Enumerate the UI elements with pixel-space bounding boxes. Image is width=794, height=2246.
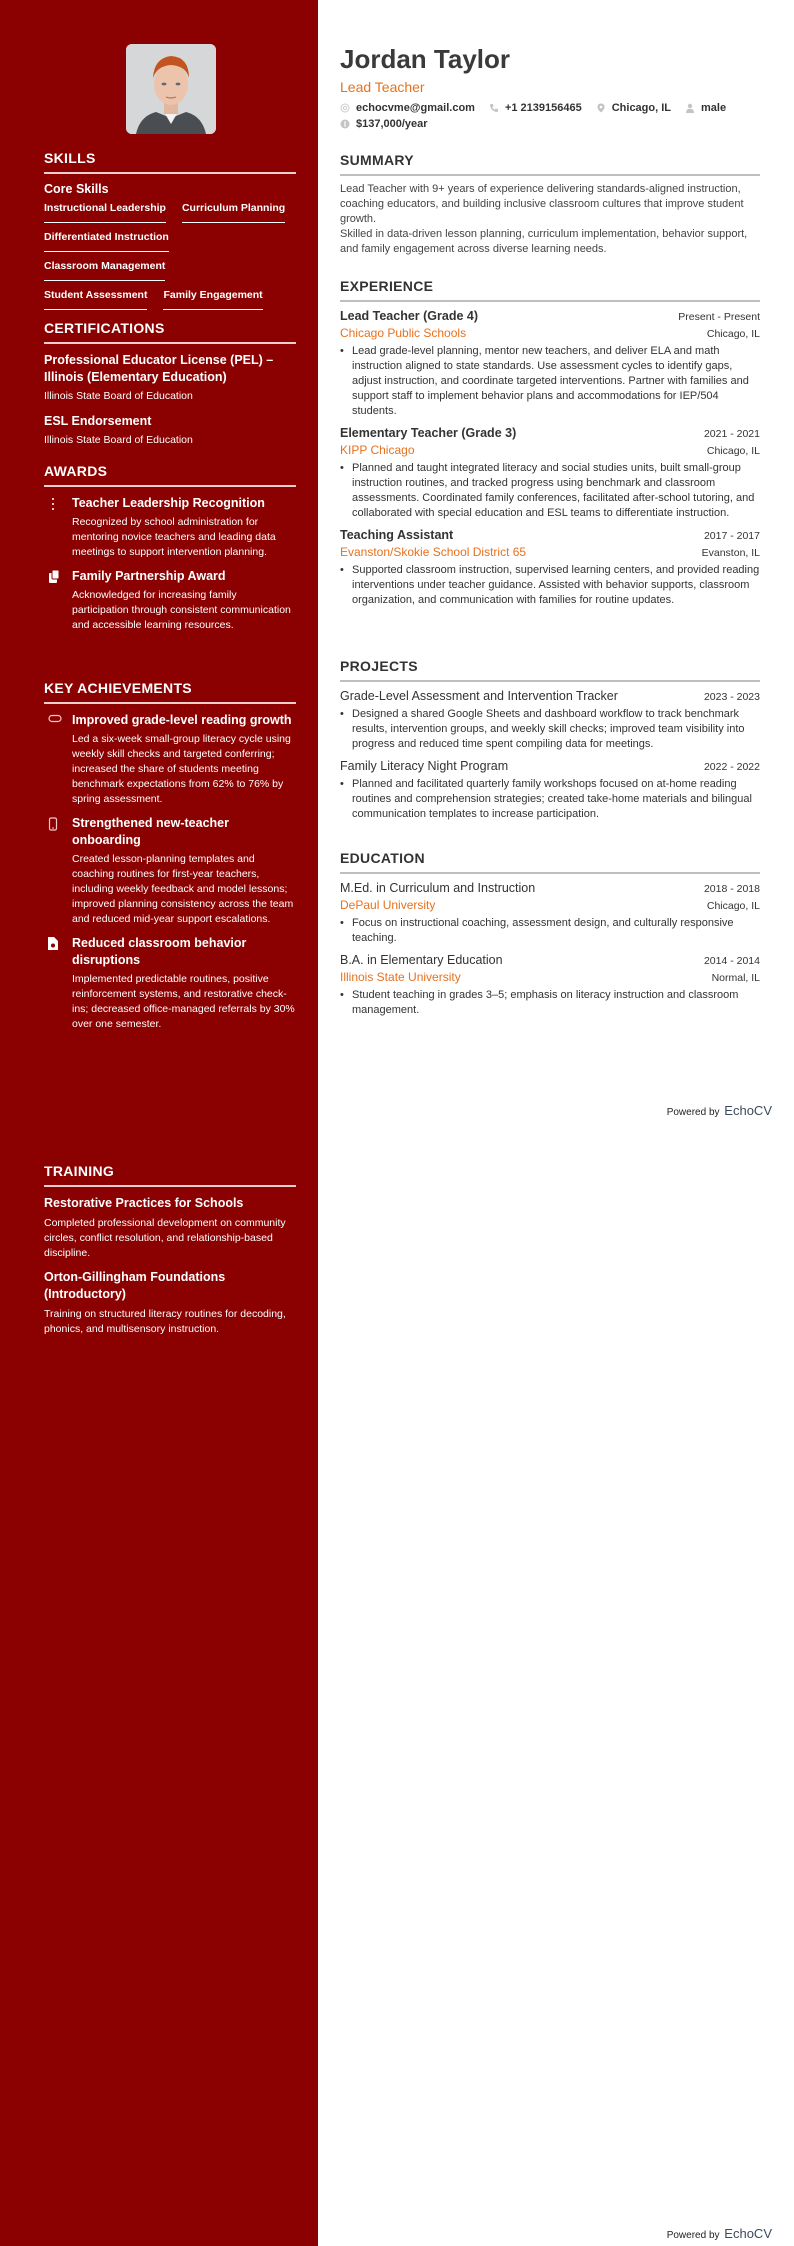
skill-tag: Instructional Leadership [44,202,166,223]
achievement-description: Led a six-week small-group literacy cycle using weekly skill checks and targeted conferring; increased the share of students meeting benchmark expectations from 62% to 76% by spring assessment. [72,733,291,805]
bullet-icon: • [340,917,344,929]
phone-icon [489,103,499,113]
training-heading: TRAINING [44,1163,296,1187]
clipboard-icon [44,568,72,633]
skill-tag: Student Assessment [44,289,147,310]
experience-entry [340,527,760,608]
certification-name: Professional Educator License (PEL) – Illinois (Elementary Education) [44,353,274,384]
contact-phone[interactable] [489,102,582,114]
certification-issuer: Illinois State Board of Education [44,390,193,402]
contact-salary [340,118,428,130]
school: Illinois State University [340,970,461,984]
bullet-icon: • [340,989,344,1001]
skill-tag: Differentiated Instruction [44,231,169,252]
skills-section [44,150,296,318]
award-item [44,495,296,560]
key-achievements-section [44,680,296,1040]
education-heading: EDUCATION [340,850,760,874]
vertical-dots-icon [44,495,72,560]
project-entry [340,758,760,822]
summary-heading: SUMMARY [340,152,760,176]
salary-icon [340,119,350,129]
education-entry [340,880,760,946]
skill-tag: Classroom Management [44,260,165,281]
job-description: Supported classroom instruction, supervised learning centers, and provided reading interventions under teacher guidance. Assisted with behavior supports, classroom organization, and communication with families for routine updates. [352,564,760,606]
location-pin-icon [596,103,606,113]
job-location: Chicago, IL [706,328,760,340]
certifications-section [44,320,296,457]
job-location: Evanston, IL [701,547,760,559]
powered-by-footer [667,1103,772,1118]
award-item [44,568,296,633]
contact-email[interactable] [340,102,475,114]
award-title: Family Partnership Award [72,569,226,583]
key-achievements-heading: KEY ACHIEVEMENTS [44,680,296,704]
powered-by-label: Powered by [666,1107,720,1118]
sidebar [0,0,318,2246]
job-dates: Present - Present [678,311,760,323]
job-dates: 2017 - 2017 [703,530,760,542]
job-dates: 2021 - 2021 [703,428,760,440]
job-title: Lead Teacher (Grade 4) [340,309,479,323]
skills-heading: SKILLS [44,150,296,174]
powered-by-label: Powered by [666,2230,720,2241]
resume-header [340,44,760,130]
achievement-item [44,712,296,807]
education-description: Focus on instructional coaching, assessment design, and culturally responsive teaching. [352,917,734,944]
email-value: echocvme@gmail.com [356,102,475,114]
bullet-icon: • [340,708,344,720]
training-title: Restorative Practices for Schools [44,1196,244,1210]
achievement-item [44,935,296,1032]
projects-section [340,658,760,828]
employer: Chicago Public Schools [340,326,467,340]
training-section [44,1163,296,1345]
contact-location [596,102,671,114]
project-description: Planned and facilitated quarterly family workshops focused on at-home reading routines and comprehension strategies; created take-home materials and bilingual communication templates to increase participation. [352,778,752,820]
education-entry [340,952,760,1018]
project-description: Designed a shared Google Sheets and dashboard workflow to track benchmark results, intervention groups, and weekly skill checks; improved team visibility into progress and reduced time spent compiling data for meetings. [352,708,745,750]
training-description: Training on structured literacy routines for decoding, phonics, and multisensory instruction. [44,1308,286,1335]
job-description: Lead grade-level planning, mentor new teachers, and deliver ELA and math instruction aligned to state standards. Use assessment cycles to identify gaps, adjust instruction, and coordinate targeted interventions. Partner with families and support staff to implement behavior plans and accommodations for IEP/504 students. [352,345,749,417]
brand-link[interactable]: EchoCV [724,1103,772,1118]
job-title: Teaching Assistant [340,528,454,542]
employer: Evanston/Skokie School District 65 [340,545,527,559]
award-description: Acknowledged for increasing family participation through consistent communication and accessible learning resources. [72,589,291,631]
degree: M.Ed. in Curriculum and Instruction [340,881,536,895]
salary-value: $137,000/year [356,118,428,130]
certifications-heading: CERTIFICATIONS [44,320,296,344]
employer: KIPP Chicago [340,443,415,457]
job-location: Chicago, IL [706,445,760,457]
mobile-phone-icon [44,815,72,927]
achievement-description: Created lesson-planning templates and coaching routines for first-year teachers, including weekly feedback and model lessons; improved planning consistency across the team and reduced mid-year support escalations. [72,853,294,925]
project-title: Family Literacy Night Program [340,759,509,773]
phone-value: +1 2139156465 [504,102,582,114]
school-location: Chicago, IL [706,900,760,912]
bullet-icon: • [340,778,344,790]
contact-list [340,102,760,130]
rounded-rectangle-icon [44,712,72,807]
contact-gender [685,102,726,114]
education-section [340,850,760,1024]
location-value: Chicago, IL [611,102,671,114]
bullet-icon: • [340,345,344,357]
school-location: Normal, IL [711,972,760,984]
projects-heading: PROJECTS [340,658,760,682]
education-dates: 2014 - 2014 [703,955,760,967]
award-description: Recognized by school administration for mentoring novice teachers and leading data meetings to support intervention planning. [72,516,276,558]
awards-heading: AWARDS [44,463,296,487]
education-description: Student teaching in grades 3–5; emphasis on literacy instruction and classroom management. [352,989,739,1016]
award-title: Teacher Leadership Recognition [72,496,265,510]
job-description: Planned and taught integrated literacy and social studies units, built small-group instruction routines, and tracked progress using benchmark and classroom assessments. Coordinated family conferences, facilitated after-school tutoring, and collaborated with special education and ESL teams to differentiate instruction. [352,462,755,519]
job-title: Elementary Teacher (Grade 3) [340,426,517,440]
summary-paragraph: Skilled in data-driven lesson planning, curriculum implementation, behavior support, and family engagement across diverse learning needs. [340,228,748,255]
email-icon [340,103,350,113]
bullet-icon: • [340,564,344,576]
certification-issuer: Illinois State Board of Education [44,434,193,446]
person-icon [685,103,695,113]
achievement-item [44,815,296,927]
brand-link[interactable]: EchoCV [724,2226,772,2241]
project-entry [340,688,760,752]
summary-section [340,152,760,257]
experience-heading: EXPERIENCE [340,278,760,302]
achievement-title: Improved grade-level reading growth [72,713,292,727]
candidate-name: Jordan Taylor [340,44,511,74]
document-icon [44,935,72,1032]
education-dates: 2018 - 2018 [703,883,760,895]
school: DePaul University [340,898,436,912]
achievement-title: Reduced classroom behavior disruptions [72,936,247,967]
profile-photo [126,44,216,134]
training-title: Orton-Gillingham Foundations (Introductory) [44,1270,226,1301]
experience-entry [340,425,760,521]
degree: B.A. in Elementary Education [340,953,503,967]
experience-section [340,278,760,614]
achievement-description: Implemented predictable routines, positive reinforcement systems, and restorative check-ins; decreased office-managed referrals by 30% over one semester. [72,973,295,1030]
summary-paragraph: Lead Teacher with 9+ years of experience delivering standards-aligned instruction, coaching educators, and building inclusive classroom cultures that improve student growth. [340,183,744,225]
skill-tag: Curriculum Planning [182,202,285,223]
project-dates: 2022 - 2022 [703,761,760,773]
project-dates: 2023 - 2023 [703,691,760,703]
awards-section [44,463,296,641]
powered-by-footer [667,2226,772,2241]
main-content [318,0,794,2246]
experience-entry [340,308,760,419]
bullet-icon: • [340,462,344,474]
skill-tag: Family Engagement [163,289,262,310]
achievement-title: Strengthened new-teacher onboarding [72,816,229,847]
training-description: Completed professional development on community circles, conflict resolution, and relationship-based discipline. [44,1217,286,1259]
candidate-title: Lead Teacher [340,79,425,95]
gender-value: male [701,102,727,114]
project-title: Grade-Level Assessment and Intervention Tracker [340,689,618,703]
skills-group-label: Core Skills [44,182,109,196]
certification-name: ESL Endorsement [44,414,152,428]
